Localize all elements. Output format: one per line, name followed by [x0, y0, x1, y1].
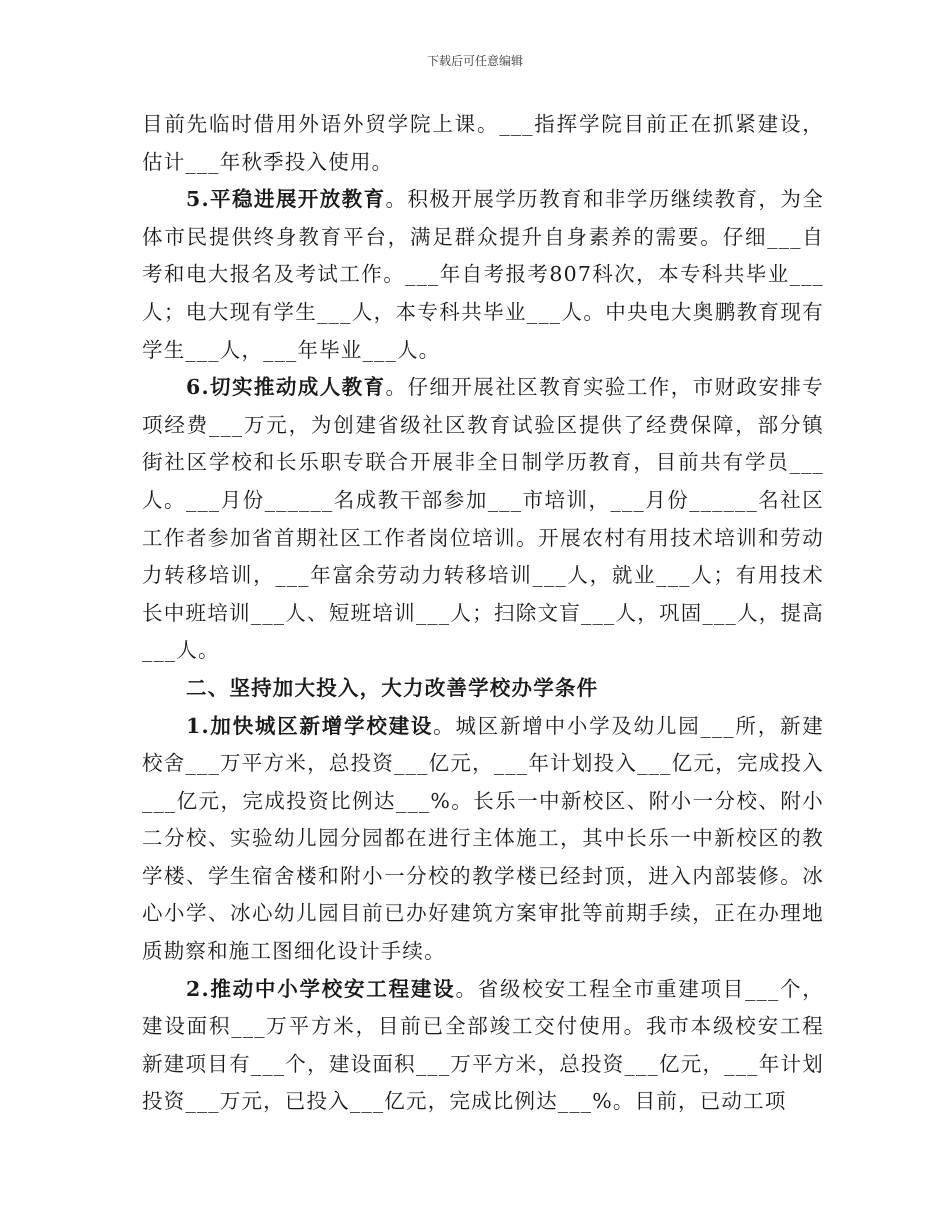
paragraph-text: 。省级校安工程全市重建项目___个，建设面积___万平方米，目前已全部竣工交付使用。我市本级校安工程新建项目有___个，建设面积___万平方米，总投资___亿元，___年计划投资___万元，已投入___亿元，完成比例达___%。目前，已动工项 [142, 976, 824, 1114]
paragraph-continuation [142, 106, 824, 181]
paragraph-lead: 5.平稳进展开放教育 [186, 187, 386, 212]
paragraph-new-schools [142, 708, 824, 971]
section-heading [142, 670, 824, 708]
page-header [0, 52, 950, 69]
document-body [142, 106, 824, 1121]
paragraph-open-education [142, 181, 824, 369]
paragraph-text: 。城区新增中小学及幼儿园___所，新建校舍___万平方米，总投资___亿元，___年计划投入___亿元，完成投入___亿元，完成投资比例达___%。长乐一中新校区、附小一分校、附小二分校、实验幼儿园分园都在进行主体施工，其中长乐一中新校区的教学楼、学生宿舍楼和附小一分校的教学楼已经封顶，进入内部装修。冰心小学、冰心幼儿园目前已办好建筑方案审批等前期手续，正在办理地质勘察和施工图细化设计手续。 [142, 713, 824, 964]
paragraph-adult-education [142, 369, 824, 670]
paragraph-text: 。仔细开展社区教育实验工作，市财政安排专项经费___万元，为创建省级社区教育试验区提供了经费保障，部分镇街社区学校和长乐职专联合开展非全日制学历教育，目前共有学员___人。___月份______名成教干部参加___市培训，___月份______名社区工作者参加省首期社区工作者岗位培训。开展农村有用技术培训和劳动力转移培训，___年富余劳动力转移培训___人，就业___人；有用技术长中班培训___人、短班培训___人；扫除文盲___人，巩固___人，提高___人。 [142, 375, 825, 663]
paragraph-lead: 6.切实推动成人教育 [186, 375, 386, 400]
paragraph-text: 目前先临时借用外语外贸学院上课。___指挥学院目前正在抓紧建设，估计___年秋季投入使用。 [142, 112, 824, 174]
paragraph-school-safety [142, 971, 824, 1121]
header-text: 下载后可任意编辑 [426, 54, 523, 68]
paragraph-lead: 1.加快城区新增学校建设 [186, 713, 434, 738]
paragraph-text: 。积极开展学历教育和非学历继续教育，为全体市民提供终身教育平台，满足群众提升自身素养的需要。仔细___自考和电大报名及考试工作。___年自考报考807科次，本专科共毕业___人；电大现有学生___人，本专科共毕业___人。中央电大奥鹏教育现有学生___人，___年毕业___人。 [142, 187, 825, 362]
section-heading-text: 二、坚持加大投入，大力改善学校办学条件 [186, 675, 599, 700]
paragraph-lead: 2.推动中小学校安工程建设 [186, 976, 456, 1001]
